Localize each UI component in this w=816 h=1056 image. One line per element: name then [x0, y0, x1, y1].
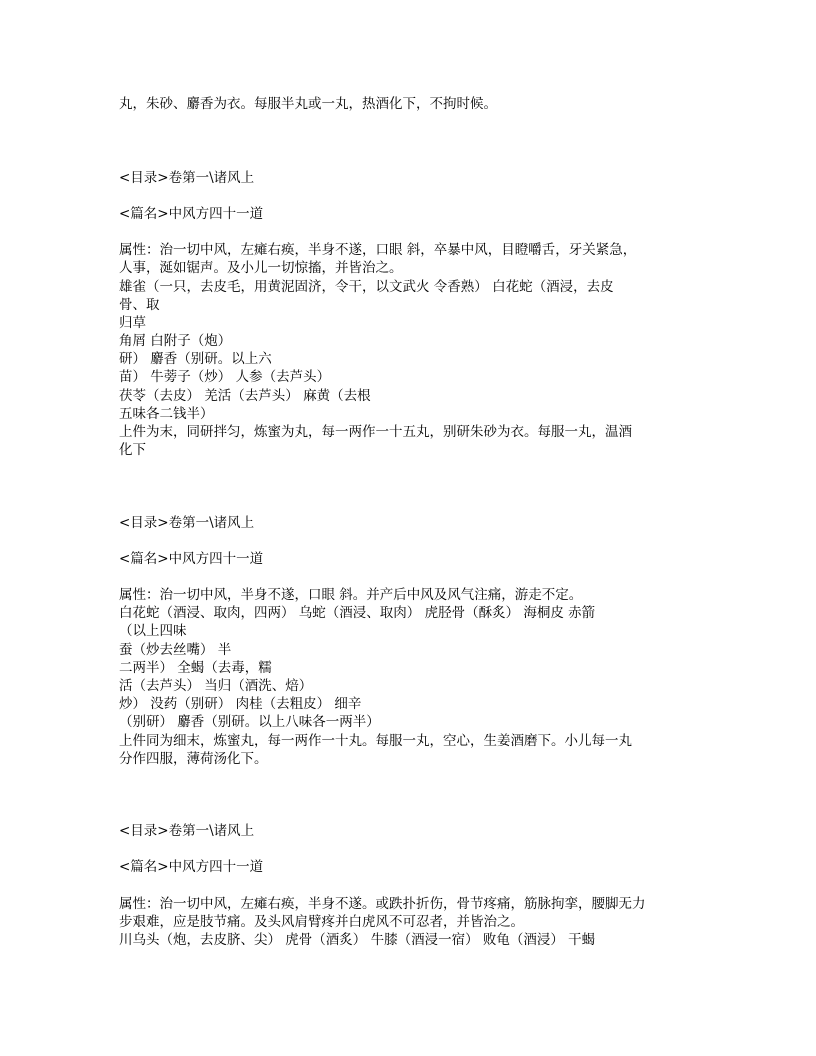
section-title: <篇名>中风方四十一道 [119, 859, 264, 875]
text-line: 角屑 白附子（炮） [119, 333, 232, 349]
text-line: 骨、取 [119, 297, 160, 313]
text-line: 人事，涎如锯声。及小儿一切惊搐，并皆治之。 [119, 260, 403, 276]
text-line: （别研） 麝香（别研。以上八味各一两半） [119, 714, 380, 730]
text-line: 蚕（炒去丝嘴） 半 [119, 642, 232, 658]
toc-heading: <目录>卷第一\诸风上 [119, 515, 255, 531]
text-line: 属性：治一切中风，左瘫右痪，半身不遂。或跌扑折伤，骨节疼痛，筋脉拘挛，腰脚无力 [119, 896, 646, 912]
text-line: 步艰难，应是肢节痛。及头风肩臂疼并白虎风不可忍者，并皆治之。 [119, 914, 524, 930]
text-line: 属性：治一切中风，半身不遂，口眼 斜。并产后中风及风气注痛，游走不定。 [119, 587, 583, 603]
toc-heading: <目录>卷第一\诸风上 [119, 823, 255, 839]
text-line: 五味各二钱半） [119, 406, 214, 422]
text-line: 雄雀（一只，去皮毛，用黄泥固济，令干，以文武火 令香熟） 白花蛇（酒浸，去皮 [119, 279, 614, 295]
text-line: 上件为末，同研拌匀，炼蜜为丸，每一两作一十五丸，别研朱砂为衣。每服一丸，温酒 [119, 424, 632, 440]
text-line: 苗） 牛蒡子（炒） 人参（去芦头） [119, 369, 331, 385]
text-line: （以上四味 [119, 623, 187, 639]
text-line: 属性：治一切中风，左瘫右痪，半身不遂，口眼 斜，卒暴中风，目瞪嚼舌，牙关紧急， [119, 242, 637, 258]
text-line: 研） 麝香（别研。以上六 [119, 351, 272, 367]
text-line: 二两半） 全蝎（去毒，糯 [119, 660, 272, 676]
text-line: 炒） 没药（别研） 肉桂（去粗皮） 细辛 [119, 696, 362, 712]
text-line: 活（去芦头） 当归（酒洗、焙） [119, 678, 313, 694]
section-title: <篇名>中风方四十一道 [119, 551, 264, 567]
text-line: 上件同为细末，炼蜜丸，每一两作一十丸。每服一丸，空心，生姜酒磨下。小儿每一丸 [119, 733, 632, 749]
toc-heading: <目录>卷第一\诸风上 [119, 170, 255, 186]
text-line: 茯苓（去皮） 羌活（去芦头） 麻黄（去根 [119, 388, 371, 404]
text-line: 归草 [119, 315, 146, 331]
text-line: 化下 [119, 442, 146, 458]
text-line: 川乌头（炮，去皮脐、尖） 虎骨（酒炙） 牛膝（酒浸一宿） 败龟（酒浸） 干蝎 [119, 932, 596, 948]
section-title: <篇名>中风方四十一道 [119, 206, 264, 222]
text-line: 分作四服，薄荷汤化下。 [119, 751, 268, 767]
text-line: 白花蛇（酒浸、取肉，四两） 乌蛇（酒浸、取肉） 虎胫骨（酥炙） 海桐皮 赤箭 [119, 605, 596, 621]
text-line: 丸，朱砂、麝香为衣。每服半丸或一丸，热酒化下，不拘时候。 [119, 96, 497, 112]
